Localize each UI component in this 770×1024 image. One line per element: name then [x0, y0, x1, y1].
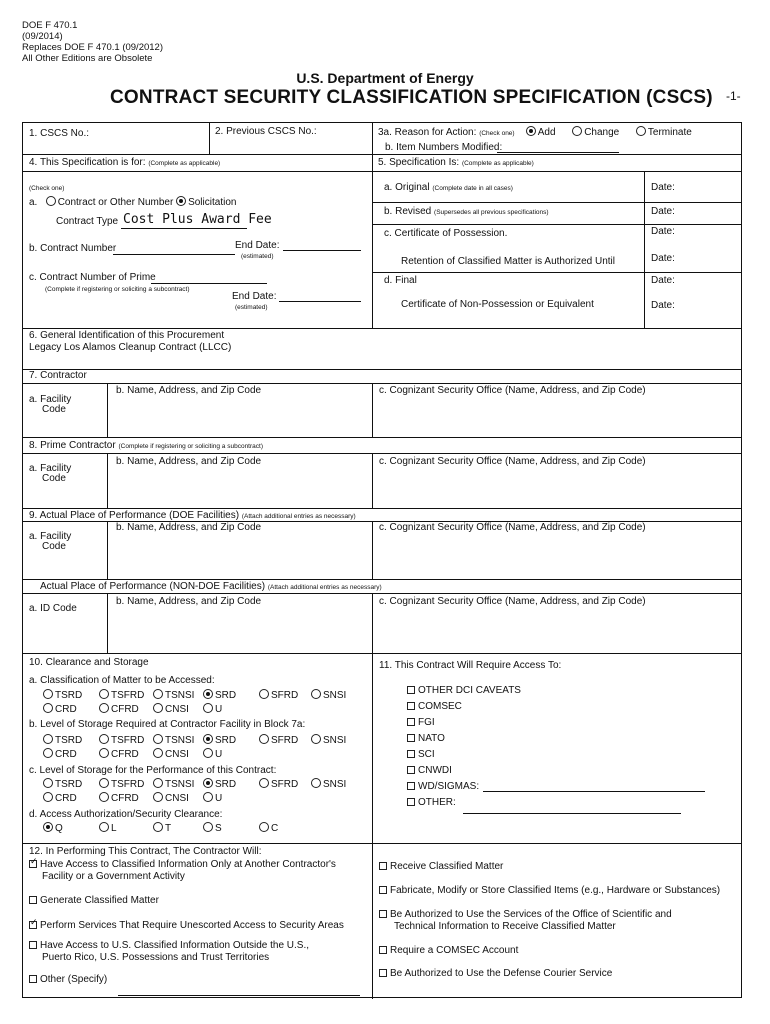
performance-row-1: [43, 778, 346, 790]
checkbox-icon: [379, 946, 387, 954]
option-access-other-contractor[interactable]: ✓Have Access to Classified Information Only at Another Contractor's: [29, 859, 336, 870]
doe-name-address-label: b. Name, Address, and Zip Code: [116, 522, 262, 533]
level-snsi[interactable]: SNSI: [311, 689, 346, 701]
cso-label: c. Cognizant Security Office (Name, Address, and Zip Code): [379, 385, 646, 396]
checkbox-icon: [407, 718, 415, 726]
retention-label: Retention of Classified Matter is Authorized Until: [401, 256, 615, 267]
nondoe-cso-label: c. Cognizant Security Office (Name, Address, and Zip Code): [379, 596, 646, 607]
page-title: CONTRACT SECURITY CLASSIFICATION SPECIFICATION (CSCS): [110, 87, 713, 108]
level-crd[interactable]: CRD: [43, 703, 99, 715]
perf-tsnsi[interactable]: TSNSI: [153, 778, 203, 790]
access-sci[interactable]: SCI: [407, 749, 435, 760]
certificate-date-label: Date:: [651, 226, 675, 237]
contract-number-label: b. Contract Number: [29, 243, 117, 254]
classification-accessed-label: a. Classification of Matter to be Accessed:: [29, 675, 215, 686]
check-one-hint: (Check one): [29, 185, 65, 192]
reason-hint: (Check one): [479, 130, 515, 137]
reason-label: 3a. Reason for Action:: [378, 127, 477, 138]
level-tsfrd[interactable]: TSFRD: [99, 689, 153, 701]
level-srd[interactable]: SRD: [203, 689, 259, 701]
checkbox-icon: [379, 910, 387, 918]
storage-tsfrd[interactable]: TSFRD: [99, 734, 153, 746]
radio-selected-icon: [203, 778, 213, 788]
contract-type-underline: [121, 228, 247, 229]
cscs-form: [22, 122, 742, 998]
wd-sigmas-field[interactable]: [483, 791, 705, 792]
level-u[interactable]: U: [203, 703, 222, 715]
storage-snsi[interactable]: SNSI: [311, 734, 346, 746]
general-identification-label: 6. General Identification of this Procurement: [29, 330, 225, 341]
radio-icon: [311, 778, 321, 788]
storage-tsrd[interactable]: TSRD: [43, 734, 99, 746]
revised-date-label: Date:: [651, 206, 675, 217]
final-date-label: Date:: [651, 275, 675, 286]
access-other-field[interactable]: [463, 813, 681, 814]
replaces-note: Replaces DOE F 470.1 (09/2012): [22, 42, 163, 53]
option-osti-services[interactable]: Be Authorized to Use the Services of the Office of Scientific and: [379, 909, 672, 920]
solicitation-option[interactable]: Solicitation: [176, 196, 236, 208]
radio-icon: [153, 734, 163, 744]
page-number: -1-: [726, 89, 741, 103]
checkbox-icon: [29, 896, 37, 904]
option-fabricate-store[interactable]: Fabricate, Modify or Store Classified Items (e.g., Hardware or Substances): [379, 885, 720, 896]
radio-icon: [43, 703, 53, 713]
checkbox-checked-icon: [29, 860, 37, 868]
spec-is-heading: 5. Specification Is: (Complete as applicable): [378, 157, 534, 168]
perf-cnsi[interactable]: CNSI: [153, 792, 203, 804]
prime-end-date-field[interactable]: [279, 301, 361, 302]
original-date-label: Date:: [651, 182, 675, 193]
perf-crd[interactable]: CRD: [43, 792, 99, 804]
level-cfrd[interactable]: CFRD: [99, 703, 153, 715]
radio-icon: [153, 778, 163, 788]
final-label: d. Final: [384, 275, 417, 286]
general-identification-value[interactable]: Legacy Los Alamos Cleanup Contract (LLCC): [29, 342, 232, 353]
clearance-q[interactable]: Q: [43, 822, 99, 834]
id-code-label: a. ID Code: [29, 603, 77, 614]
reason-for-action: [378, 126, 692, 138]
checkbox-icon: [379, 862, 387, 870]
contract-number-option[interactable]: Contract or Other Number: [46, 196, 174, 208]
radio-icon: [99, 689, 109, 699]
prime-contractor-heading: 8. Prime Contractor (Complete if registering or soliciting a subcontract): [29, 440, 263, 451]
facility-code-label: a. Facility: [29, 394, 72, 405]
prime-contract-label: c. Contract Number of Prime: [29, 272, 156, 283]
checkbox-icon: [407, 766, 415, 774]
radio-selected-icon: [203, 689, 213, 699]
other-specify-field[interactable]: [118, 995, 360, 996]
perf-cfrd[interactable]: CFRD: [99, 792, 153, 804]
facility-code-label-2: Code: [42, 404, 66, 415]
radio-icon: [43, 792, 53, 802]
nondoe-name-address-label: b. Name, Address, and Zip Code: [116, 596, 262, 607]
spec-for-heading: 4. This Specification is for: (Complete as applicable): [29, 157, 221, 168]
contractor-will-heading: 12. In Performing This Contract, The Contractor Will:: [29, 846, 262, 857]
storage-row-1: [43, 734, 346, 746]
radio-icon: [153, 703, 163, 713]
prime-name-address-label: b. Name, Address, and Zip Code: [116, 456, 262, 467]
spec-type-options: a. Contract or Other Number Solicitation: [29, 197, 237, 208]
access-cnwdi[interactable]: CNWDI: [407, 765, 452, 776]
storage-sfrd[interactable]: SFRD: [259, 734, 311, 746]
level-tsnsi[interactable]: TSNSI: [153, 689, 203, 701]
option-outside-us-2: Puerto Rico, U.S. Possessions and Trust Territories: [42, 952, 270, 963]
level-sfrd[interactable]: SFRD: [259, 689, 311, 701]
storage-cnsi[interactable]: CNSI: [153, 748, 203, 760]
access-fgi[interactable]: FGI: [407, 717, 435, 728]
option-other-specify[interactable]: Other (Specify): [29, 974, 107, 985]
reason-change-option[interactable]: Change: [572, 126, 619, 138]
clearance-options: [43, 822, 278, 834]
radio-icon: [153, 822, 163, 832]
perf-tsrd[interactable]: TSRD: [43, 778, 99, 790]
radio-icon: [203, 748, 213, 758]
end-date-label: End Date:: [235, 240, 280, 251]
non-possession-date-label: Date:: [651, 300, 675, 311]
checkbox-icon: [407, 782, 415, 790]
contract-type-value[interactable]: Cost Plus Award Fee: [123, 212, 272, 227]
radio-icon: [259, 734, 269, 744]
radio-selected-icon: [176, 196, 186, 206]
radio-icon: [311, 734, 321, 744]
radio-selected-icon: [526, 126, 536, 136]
nondoe-place-heading: Actual Place of Performance (NON-DOE Facilities) (Attach additional entries as necessary): [40, 581, 382, 592]
access-other[interactable]: OTHER:: [407, 797, 456, 808]
checkbox-icon: [379, 969, 387, 977]
name-address-label: b. Name, Address, and Zip Code: [116, 385, 262, 396]
editions-note: All Other Editions are Obsolete: [22, 53, 153, 64]
radio-icon: [99, 778, 109, 788]
storage-srd[interactable]: SRD: [203, 734, 259, 746]
radio-icon: [311, 689, 321, 699]
storage-cfrd[interactable]: CFRD: [99, 748, 153, 760]
storage-crd[interactable]: CRD: [43, 748, 99, 760]
form-date: (09/2014): [22, 31, 63, 42]
form-number: DOE F 470.1: [22, 20, 78, 31]
radio-icon: [46, 196, 56, 206]
item-numbers-field[interactable]: [497, 152, 619, 153]
radio-icon: [99, 703, 109, 713]
radio-icon: [43, 778, 53, 788]
agency-name: U.S. Department of Energy: [296, 70, 474, 86]
reason-add-option[interactable]: Add: [526, 126, 556, 138]
storage-required-label: b. Level of Storage Required at Contractor Facility in Block 7a:: [29, 719, 306, 730]
checkbox-icon: [29, 975, 37, 983]
doe-place-heading: 9. Actual Place of Performance (DOE Facilities) (Attach additional entries as necessary): [29, 510, 356, 521]
radio-icon: [203, 792, 213, 802]
classification-row-1: [43, 689, 346, 701]
radio-icon: [43, 734, 53, 744]
contractor-heading: 7. Contractor: [29, 370, 87, 381]
revised-label: b. Revised (Supersedes all previous specifications): [384, 206, 549, 217]
certificate-possession-label: c. Certificate of Possession.: [384, 228, 508, 239]
radio-icon: [259, 778, 269, 788]
checkbox-icon: [407, 798, 415, 806]
end-date-field[interactable]: [283, 250, 361, 251]
prime-estimated-hint: (estimated): [235, 304, 268, 311]
prime-contract-hint: (Complete if registering or soliciting a subcontract): [45, 286, 190, 293]
performance-row-2: [43, 792, 222, 804]
access-other-dci-caveats[interactable]: OTHER DCI CAVEATS: [407, 685, 521, 696]
level-cnsi[interactable]: CNSI: [153, 703, 203, 715]
non-possession-label: Certificate of Non-Possession or Equivalent: [401, 299, 594, 310]
item-numbers-label: b. Item Numbers Modified:: [385, 142, 503, 153]
radio-selected-icon: [43, 822, 53, 832]
option-receive-classified[interactable]: Receive Classified Matter: [379, 861, 503, 872]
checkbox-icon: [29, 941, 37, 949]
checkbox-checked-icon: [29, 921, 37, 929]
storage-row-2: [43, 748, 222, 760]
clearance-t[interactable]: T: [153, 822, 203, 834]
form-metadata: [22, 20, 163, 64]
option-unescorted-access[interactable]: ✓Perform Services That Require Unescorted Access to Security Areas: [29, 920, 344, 931]
option-access-other-contractor-2: Facility or a Government Activity: [42, 871, 185, 882]
checkbox-icon: [407, 702, 415, 710]
radio-icon: [259, 689, 269, 699]
estimated-hint: (estimated): [241, 253, 274, 260]
classification-row-2: [43, 703, 222, 715]
prime-end-date-label: End Date:: [232, 291, 277, 302]
radio-icon: [99, 792, 109, 802]
option-comsec-account[interactable]: Require a COMSEC Account: [379, 945, 518, 956]
option-defense-courier[interactable]: Be Authorized to Use the Defense Courier Service: [379, 968, 612, 979]
retention-date-label: Date:: [651, 253, 675, 264]
checkbox-icon: [407, 750, 415, 758]
radio-icon: [153, 748, 163, 758]
radio-icon: [203, 703, 213, 713]
checkbox-icon: [379, 886, 387, 894]
reason-terminate-option[interactable]: Terminate: [636, 126, 692, 138]
storage-tsnsi[interactable]: TSNSI: [153, 734, 203, 746]
access-nato[interactable]: NATO: [407, 733, 445, 744]
radio-icon: [572, 126, 582, 136]
option-outside-us[interactable]: Have Access to U.S. Classified Information Outside the U.S.,: [29, 940, 309, 951]
radio-icon: [99, 734, 109, 744]
previous-cscs-label: 2. Previous CSCS No.:: [215, 126, 317, 137]
access-comsec[interactable]: COMSEC: [407, 701, 462, 712]
contract-type-label: Contract Type: [56, 216, 119, 227]
radio-icon: [99, 748, 109, 758]
access-authorization-label: d. Access Authorization/Security Clearance:: [29, 809, 223, 820]
doe-facility-code-label: a. Facility: [29, 531, 72, 542]
radio-icon: [153, 792, 163, 802]
access-wd-sigmas[interactable]: WD/SIGMAS:: [407, 781, 479, 792]
prime-cso-label: c. Cognizant Security Office (Name, Address, and Zip Code): [379, 456, 646, 467]
doe-facility-code-label-2: Code: [42, 541, 66, 552]
prime-contract-field[interactable]: [151, 283, 267, 284]
radio-icon: [43, 748, 53, 758]
prime-facility-code-label: a. Facility: [29, 463, 72, 474]
perf-srd[interactable]: SRD: [203, 778, 259, 790]
storage-u[interactable]: U: [203, 748, 222, 760]
radio-icon: [636, 126, 646, 136]
perf-snsi[interactable]: SNSI: [311, 778, 346, 790]
checkbox-icon: [407, 734, 415, 742]
perf-sfrd[interactable]: SFRD: [259, 778, 311, 790]
contract-number-field[interactable]: [113, 254, 235, 255]
cscs-number-label: 1. CSCS No.:: [29, 128, 90, 139]
level-tsrd[interactable]: TSRD: [43, 689, 99, 701]
option-osti-services-2: Technical Information to Receive Classified Matter: [394, 921, 616, 932]
original-label: a. Original (Complete date in all cases): [384, 182, 513, 193]
radio-icon: [43, 689, 53, 699]
clearance-storage-heading: 10. Clearance and Storage: [29, 657, 149, 668]
radio-selected-icon: [203, 734, 213, 744]
doe-cso-label: c. Cognizant Security Office (Name, Address, and Zip Code): [379, 522, 646, 533]
clearance-l[interactable]: L: [99, 822, 153, 834]
radio-icon: [99, 822, 109, 832]
clearance-s[interactable]: S: [203, 822, 259, 834]
checkbox-icon: [407, 686, 415, 694]
perf-u[interactable]: U: [203, 792, 222, 804]
prime-facility-code-label-2: Code: [42, 473, 66, 484]
radio-icon: [153, 689, 163, 699]
radio-icon: [203, 822, 213, 832]
option-generate-classified[interactable]: Generate Classified Matter: [29, 895, 159, 906]
clearance-c[interactable]: C: [259, 822, 278, 834]
access-required-heading: 11. This Contract Will Require Access To:: [379, 660, 562, 671]
performance-storage-label: c. Level of Storage for the Performance of this Contract:: [29, 765, 277, 776]
radio-icon: [259, 822, 269, 832]
perf-tsfrd[interactable]: TSFRD: [99, 778, 153, 790]
